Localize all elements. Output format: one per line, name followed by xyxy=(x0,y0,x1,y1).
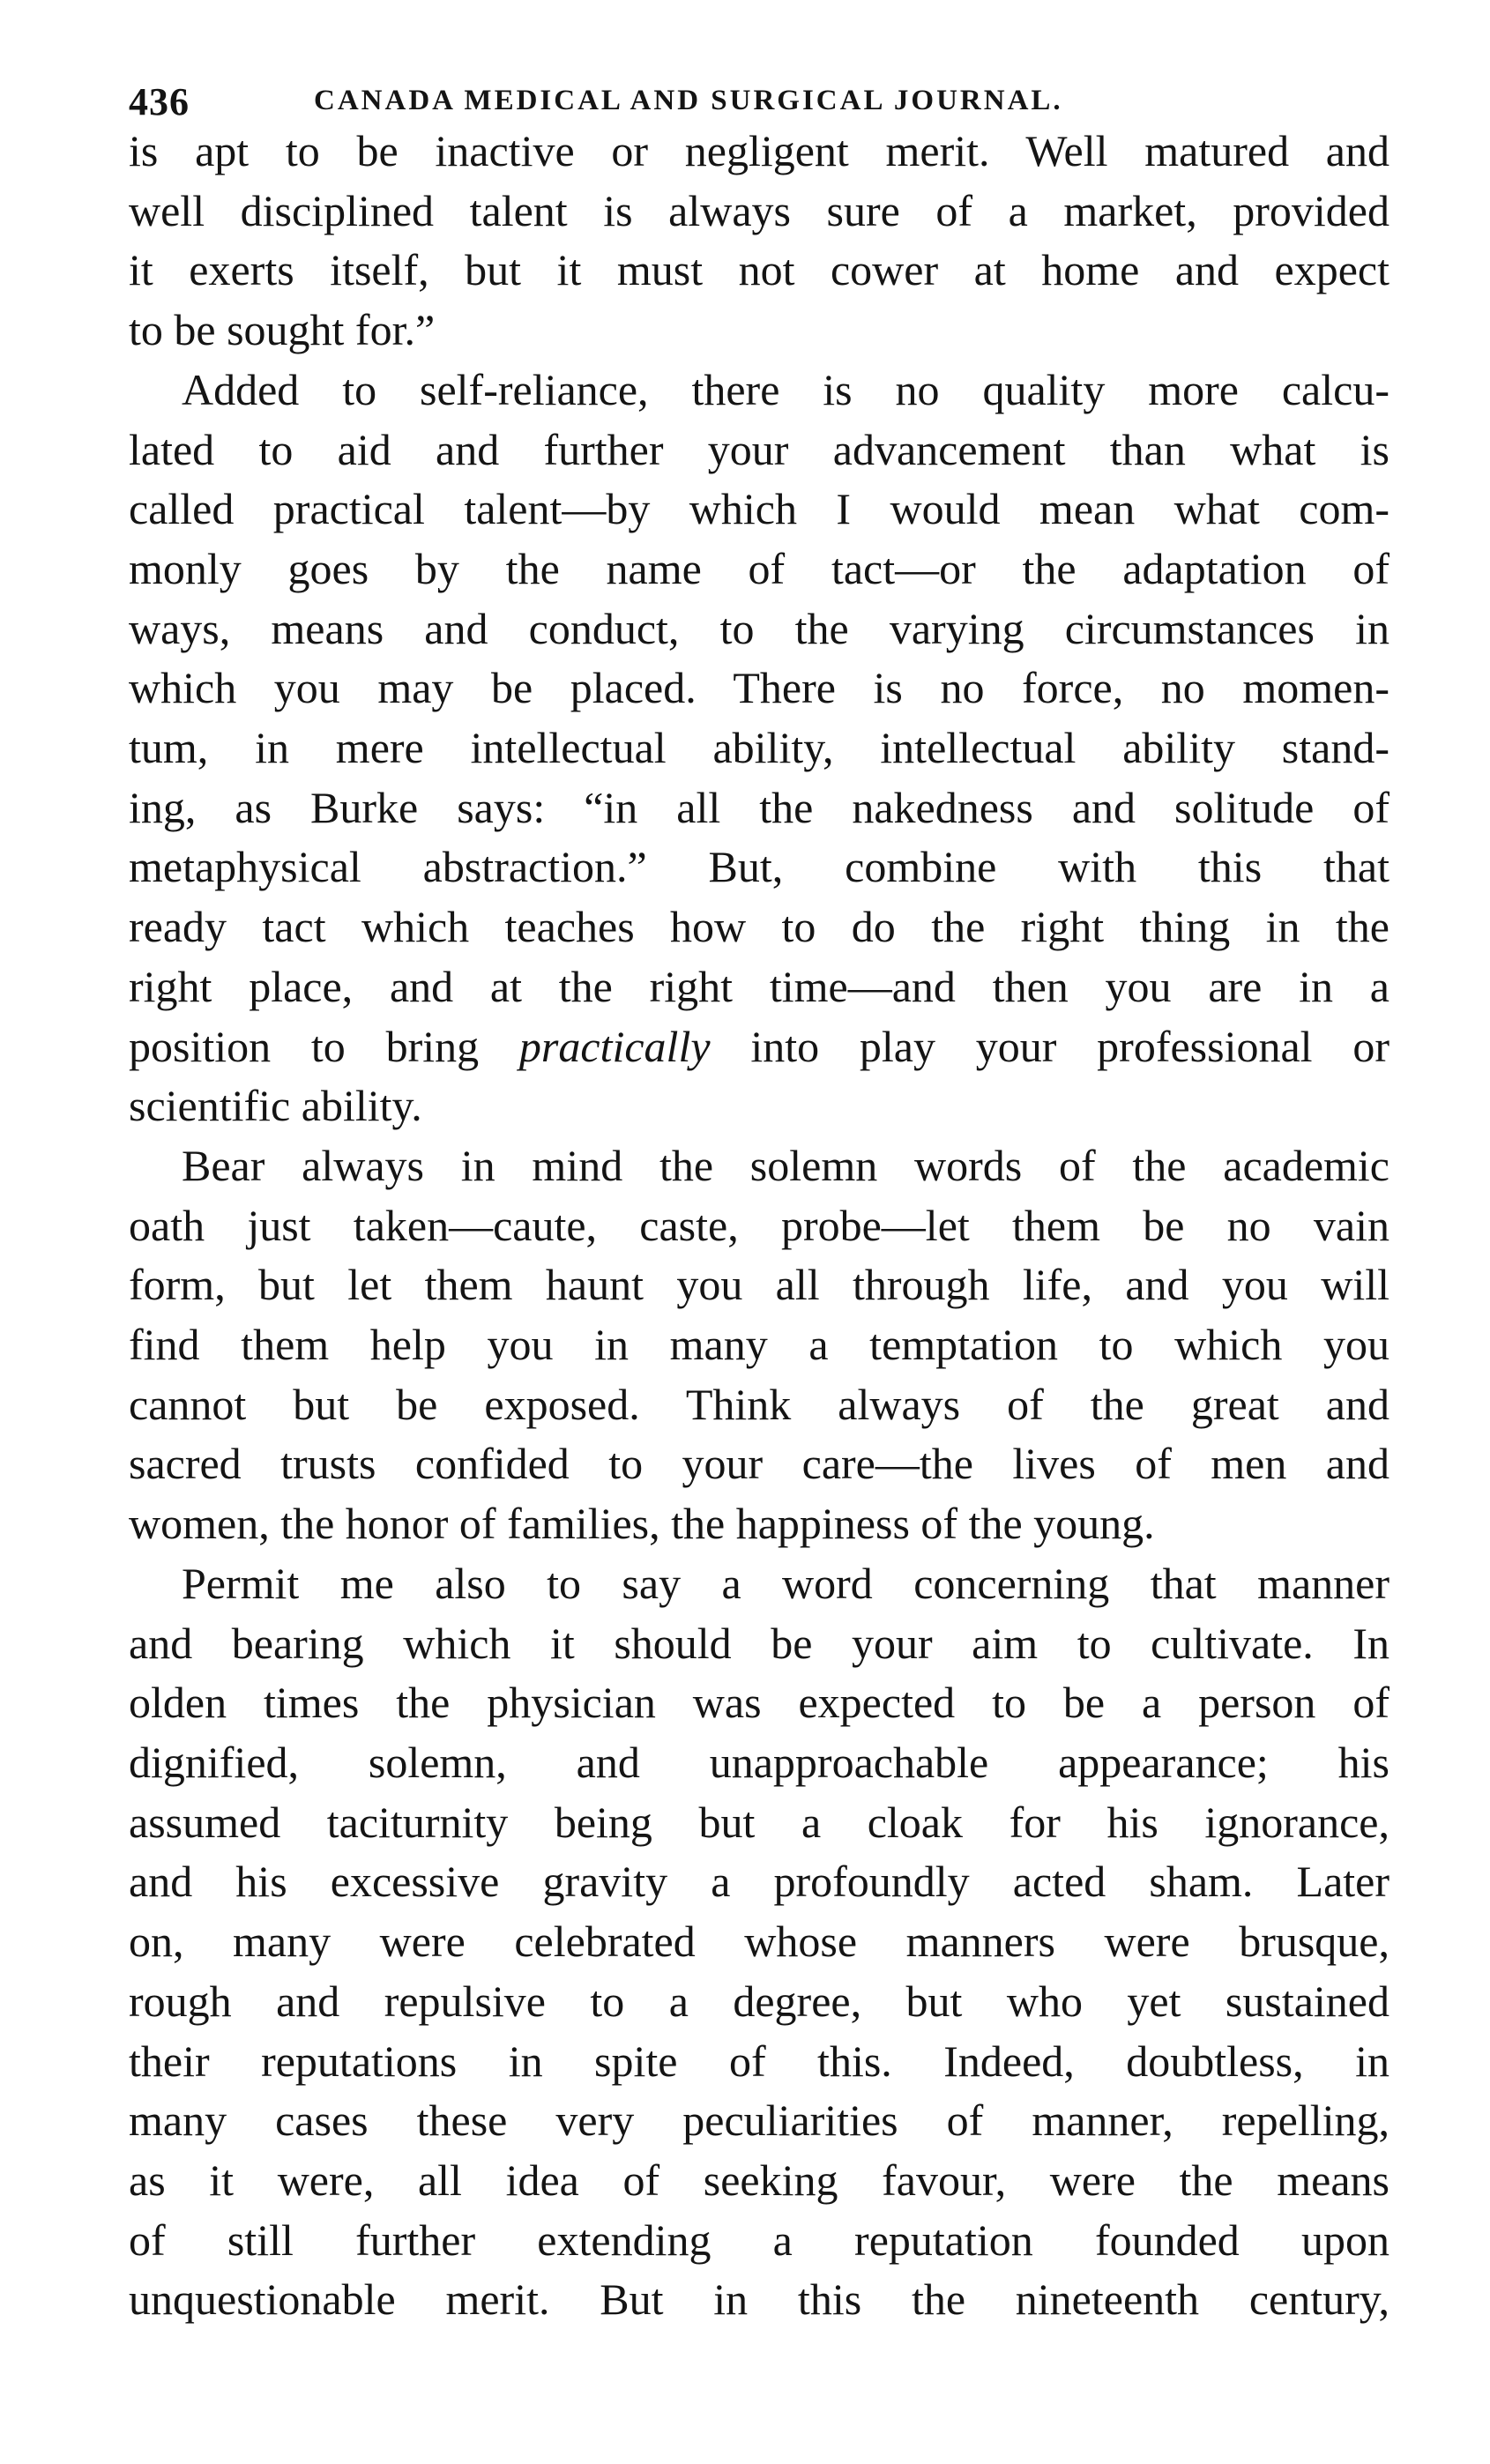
text-line: form, but let them haunt you all through life, and you will xyxy=(129,1260,1389,1310)
text-line: olden times the physician was expected to be a person of xyxy=(129,1678,1389,1728)
paragraph-first-line: Permit me also to say a word concerning that manner xyxy=(182,1558,1389,1608)
text-line: well disciplined talent is always sure of a market, provided xyxy=(129,185,1389,235)
text-line: as it were, all idea of seeking favour, were the means xyxy=(129,2155,1389,2205)
text-line: their reputations in spite of this. Indeed, doubtless, in xyxy=(129,2036,1389,2086)
text-line: many cases these very peculiarities of manner, repelling, xyxy=(129,2096,1389,2146)
text-line: rough and repulsive to a degree, but who yet sustained xyxy=(129,1976,1389,2026)
text-line: women, the honor of families, the happiness of the young. xyxy=(129,1499,1155,1549)
text-line: monly goes by the name of tact—or the adaptation of xyxy=(129,543,1389,593)
text-line: dignified, solemn, and unapproachable appearance; his xyxy=(129,1737,1389,1787)
text-line: which you may be placed. There is no force, no momen- xyxy=(129,663,1389,713)
text-line: oath just taken—caute, caste, probe—let them be no vain xyxy=(129,1200,1389,1250)
text-line: scientific ability. xyxy=(129,1081,422,1131)
running-head xyxy=(129,53,1389,123)
text-line: find them help you in many a temptation to which you xyxy=(129,1320,1389,1370)
journal-title: CANADA MEDICAL AND SURGICAL JOURNAL. xyxy=(314,85,1063,116)
page-number: 436 xyxy=(129,80,190,123)
text-after-italic: into play your professional or xyxy=(710,1021,1389,1071)
text-line: assumed taciturnity being but a cloak for his ignorance, xyxy=(129,1797,1389,1847)
text-line: of still further extending a reputation founded upon xyxy=(129,2215,1389,2265)
text-line xyxy=(129,1017,1389,1077)
text-line: and his excessive gravity a profoundly acted sham. Later xyxy=(129,1857,1389,1907)
text-line: is apt to be inactive or negligent merit. Well matured and xyxy=(129,126,1389,175)
paragraph-first-line: Added to self-reliance, there is no quality more calcu- xyxy=(182,364,1389,414)
text-line: unquestionable merit. But in this the nineteenth century, xyxy=(129,2274,1389,2325)
text-line: ing, as Burke says: “in all the nakedness and solitude of xyxy=(129,782,1389,832)
text-line: ways, means and conduct, to the varying circumstances in xyxy=(129,603,1389,653)
text-line: it exerts itself, but it must not cower at home and expect xyxy=(129,245,1389,295)
text-line: on, many were celebrated whose manners were brusque, xyxy=(129,1917,1389,1967)
text-line: metaphysical abstraction.” But, combine with this that xyxy=(129,842,1389,892)
body-text xyxy=(129,122,1389,2330)
book-page xyxy=(129,53,1389,2330)
text-line: to be sought for.” xyxy=(129,305,436,355)
text-line: right place, and at the right time—and then you are in a xyxy=(129,961,1389,1011)
text-line: ready tact which teaches how to do the right thing in the xyxy=(129,902,1389,952)
paragraph-first-line: Bear always in mind the solemn words of the academic xyxy=(182,1140,1389,1190)
text-before-italic: position to bring xyxy=(129,1021,519,1071)
text-line: tum, in mere intellectual ability, intellectual ability stand- xyxy=(129,723,1389,773)
text-line: and bearing which it should be your aim to cultivate. In xyxy=(129,1618,1389,1668)
text-line: cannot but be exposed. Think always of the great and xyxy=(129,1379,1389,1429)
italic-word: practically xyxy=(518,1021,711,1071)
text-line: called practical talent—by which I would mean what com- xyxy=(129,484,1389,534)
text-line: sacred trusts confided to your care—the lives of men and xyxy=(129,1439,1389,1489)
text-line: lated to aid and further your advancement than what is xyxy=(129,424,1389,474)
